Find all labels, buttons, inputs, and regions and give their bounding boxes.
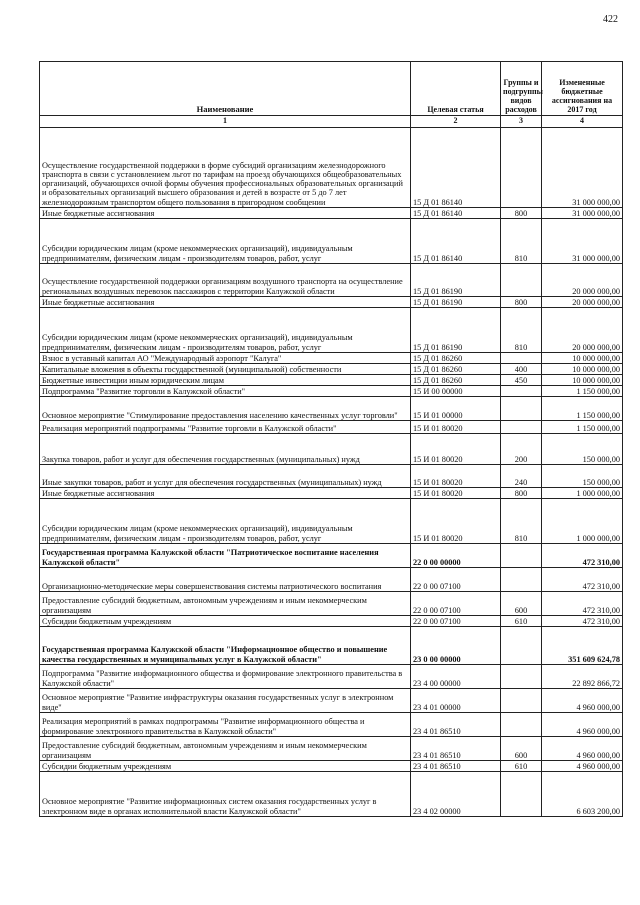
row-target-code: 22 0 00 00000 (411, 544, 501, 568)
row-target-code: 15 Д 01 86260 (411, 353, 501, 364)
row-target-code: 15 Д 01 86260 (411, 375, 501, 386)
row-name: Иные бюджетные ассигнования (40, 488, 411, 499)
row-name: Реализация мероприятий подпрограммы "Развитие торговли в Калужской области" (40, 421, 411, 434)
row-expense-group: 810 (501, 219, 542, 264)
row-expense-group (501, 544, 542, 568)
table-row (40, 616, 623, 627)
column-number: 3 (501, 116, 542, 128)
row-expense-group (501, 397, 542, 421)
row-target-code: 15 Д 01 86140 (411, 128, 501, 208)
row-target-code: 22 0 00 07100 (411, 592, 501, 616)
row-expense-group (501, 627, 542, 665)
row-name: Основное мероприятие "Развитие инфраструктуры оказания государственных услуг в электронном виде" (40, 689, 411, 713)
row-expense-group: 800 (501, 297, 542, 308)
row-name: Иные бюджетные ассигнования (40, 208, 411, 219)
row-expense-group (501, 772, 542, 817)
table-body (40, 128, 623, 817)
table-row (40, 219, 623, 264)
row-amount: 10 000 000,00 (542, 375, 623, 386)
row-target-code: 15 И 01 80020 (411, 434, 501, 465)
row-expense-group: 450 (501, 375, 542, 386)
row-expense-group: 800 (501, 208, 542, 219)
row-expense-group (501, 689, 542, 713)
row-target-code: 23 4 01 86510 (411, 713, 501, 737)
table-row (40, 568, 623, 592)
row-target-code: 15 Д 01 86140 (411, 219, 501, 264)
row-name: Предоставление субсидий бюджетным, автономным учреждениям и иным некоммерческим организациям (40, 592, 411, 616)
row-name: Государственная программа Калужской области "Информационное общество и повышение качества государственных и муниципальных услуг в Калужской области" (40, 627, 411, 665)
row-amount: 6 603 200,00 (542, 772, 623, 817)
table-row (40, 264, 623, 297)
table-row (40, 421, 623, 434)
row-target-code: 22 0 00 07100 (411, 568, 501, 592)
row-amount: 4 960 000,00 (542, 689, 623, 713)
row-amount: 10 000 000,00 (542, 364, 623, 375)
row-amount: 1 150 000,00 (542, 421, 623, 434)
table-header-row (40, 62, 623, 116)
row-expense-group (501, 128, 542, 208)
column-number: 1 (40, 116, 411, 128)
row-amount: 1 150 000,00 (542, 397, 623, 421)
row-target-code: 23 0 00 00000 (411, 627, 501, 665)
row-amount: 4 960 000,00 (542, 713, 623, 737)
row-expense-group (501, 713, 542, 737)
table-row (40, 499, 623, 544)
row-name: Государственная программа Калужской области "Патриотическое воспитание населения Калужской области" (40, 544, 411, 568)
table-row (40, 375, 623, 386)
column-number-row (40, 116, 623, 128)
budget-table (39, 61, 623, 817)
row-expense-group: 610 (501, 761, 542, 772)
row-target-code: 15 И 01 80020 (411, 488, 501, 499)
row-name: Закупка товаров, работ и услуг для обеспечения государственных (муниципальных) нужд (40, 434, 411, 465)
row-name: Основное мероприятие "Развитие информационных систем оказания государственных услуг в электронном виде в органах исполнительной власти Калужской области" (40, 772, 411, 817)
table-row (40, 308, 623, 353)
row-name: Субсидии юридическим лицам (кроме некоммерческих организаций), индивидуальным предпринимателям, физическим лицам - производителям товаров, работ, услуг (40, 499, 411, 544)
table-row (40, 364, 623, 375)
row-expense-group (501, 568, 542, 592)
row-target-code: 15 Д 01 86190 (411, 308, 501, 353)
table-row (40, 544, 623, 568)
row-amount: 351 609 624,78 (542, 627, 623, 665)
row-target-code: 15 Д 01 86140 (411, 208, 501, 219)
header-amount: Измененные бюджетные ассигнования на 2017 год (542, 62, 623, 116)
table-row (40, 761, 623, 772)
column-number: 4 (542, 116, 623, 128)
row-name: Осуществление государственной поддержки организациям воздушного транспорта на осуществление региональных воздушных перевозок пассажиров с территории Калужской области (40, 264, 411, 297)
row-amount: 1 000 000,00 (542, 488, 623, 499)
row-name: Иные закупки товаров, работ и услуг для обеспечения государственных (муниципальных) нужд (40, 465, 411, 488)
row-expense-group: 200 (501, 434, 542, 465)
row-name: Субсидии юридическим лицам (кроме некоммерческих организаций), индивидуальным предпринимателям, физическим лицам - производителям товаров, работ, услуг (40, 219, 411, 264)
row-amount: 472 310,00 (542, 592, 623, 616)
row-name: Субсидии бюджетным учреждениям (40, 761, 411, 772)
row-expense-group (501, 421, 542, 434)
header-group: Группы и подгруппы видов расходов (501, 62, 542, 116)
row-target-code: 23 4 02 00000 (411, 772, 501, 817)
row-expense-group (501, 386, 542, 397)
row-target-code: 22 0 00 07100 (411, 616, 501, 627)
row-expense-group (501, 264, 542, 297)
row-amount: 472 310,00 (542, 544, 623, 568)
row-name: Реализация мероприятий в рамках подпрограммы "Развитие информационного общества и формирование электронного правительства в Калужской области" (40, 713, 411, 737)
row-expense-group: 810 (501, 308, 542, 353)
row-expense-group (501, 665, 542, 689)
row-target-code: 23 4 00 00000 (411, 665, 501, 689)
row-name: Бюджетные инвестиции иным юридическим лицам (40, 375, 411, 386)
row-expense-group: 610 (501, 616, 542, 627)
row-amount: 20 000 000,00 (542, 308, 623, 353)
row-expense-group: 600 (501, 737, 542, 761)
table-row (40, 665, 623, 689)
row-expense-group: 810 (501, 499, 542, 544)
table-row (40, 713, 623, 737)
row-expense-group: 400 (501, 364, 542, 375)
row-target-code: 23 4 01 86510 (411, 737, 501, 761)
table-row (40, 297, 623, 308)
row-amount: 4 960 000,00 (542, 761, 623, 772)
row-target-code: 15 Д 01 86190 (411, 264, 501, 297)
row-name: Осуществление государственной поддержки в форме субсидий организациям железнодорожного транспорта в связи с установлением льгот по тарифам на проезд обучающихся общеобразовательных организаций, обучающихся очной формы обучения профессиональных образовательных организаций и образовательных организаций высшего образования и детей в возрасте от 5 до 7 лет железнодорожным транспортом общего пользования в пригородном сообщении (40, 128, 411, 208)
row-amount: 31 000 000,00 (542, 128, 623, 208)
table-row (40, 737, 623, 761)
row-name: Иные бюджетные ассигнования (40, 297, 411, 308)
table-row (40, 353, 623, 364)
page-number: 422 (603, 14, 618, 25)
row-amount: 472 310,00 (542, 616, 623, 627)
row-name: Подпрограмма "Развитие торговли в Калужской области" (40, 386, 411, 397)
row-amount: 31 000 000,00 (542, 219, 623, 264)
table-row (40, 627, 623, 665)
row-target-code: 15 И 00 00000 (411, 386, 501, 397)
table-row (40, 592, 623, 616)
row-target-code: 15 Д 01 86190 (411, 297, 501, 308)
row-name: Основное мероприятие "Стимулирование предоставления населению качественных услуг торговли" (40, 397, 411, 421)
row-expense-group: 800 (501, 488, 542, 499)
table-row (40, 386, 623, 397)
row-amount: 150 000,00 (542, 465, 623, 488)
row-name: Подпрограмма "Развитие информационного общества и формирование электронного правительства в Калужской области" (40, 665, 411, 689)
row-name: Субсидии бюджетным учреждениям (40, 616, 411, 627)
row-amount: 150 000,00 (542, 434, 623, 465)
row-target-code: 15 И 01 80020 (411, 499, 501, 544)
row-target-code: 15 И 01 80020 (411, 465, 501, 488)
row-target-code: 23 4 01 86510 (411, 761, 501, 772)
table-row (40, 689, 623, 713)
row-expense-group: 240 (501, 465, 542, 488)
row-name: Предоставление субсидий бюджетным, автономным учреждениям и иным некоммерческим организациям (40, 737, 411, 761)
table-row (40, 208, 623, 219)
table-row (40, 128, 623, 208)
table-row (40, 465, 623, 488)
row-amount: 20 000 000,00 (542, 297, 623, 308)
row-expense-group (501, 353, 542, 364)
table-row (40, 434, 623, 465)
row-amount: 472 310,00 (542, 568, 623, 592)
header-code: Целевая статья (411, 62, 501, 116)
row-name: Субсидии юридическим лицам (кроме некоммерческих организаций), индивидуальным предпринимателям, физическим лицам - производителям товаров, работ, услуг (40, 308, 411, 353)
column-number: 2 (411, 116, 501, 128)
row-amount: 20 000 000,00 (542, 264, 623, 297)
row-target-code: 15 Д 01 86260 (411, 364, 501, 375)
row-target-code: 15 И 01 80020 (411, 421, 501, 434)
row-name: Организационно-методические меры совершенствования системы патриотического воспитания (40, 568, 411, 592)
row-target-code: 15 И 01 00000 (411, 397, 501, 421)
row-name: Взнос в уставный капитал АО "Международный аэропорт "Калуга" (40, 353, 411, 364)
row-amount: 4 960 000,00 (542, 737, 623, 761)
row-expense-group: 600 (501, 592, 542, 616)
table-row (40, 772, 623, 817)
row-amount: 10 000 000,00 (542, 353, 623, 364)
header-name: Наименование (40, 62, 411, 116)
row-target-code: 23 4 01 00000 (411, 689, 501, 713)
row-name: Капитальные вложения в объекты государственной (муниципальной) собственности (40, 364, 411, 375)
table-row (40, 488, 623, 499)
row-amount: 31 000 000,00 (542, 208, 623, 219)
table-row (40, 397, 623, 421)
row-amount: 22 892 866,72 (542, 665, 623, 689)
row-amount: 1 000 000,00 (542, 499, 623, 544)
row-amount: 1 150 000,00 (542, 386, 623, 397)
